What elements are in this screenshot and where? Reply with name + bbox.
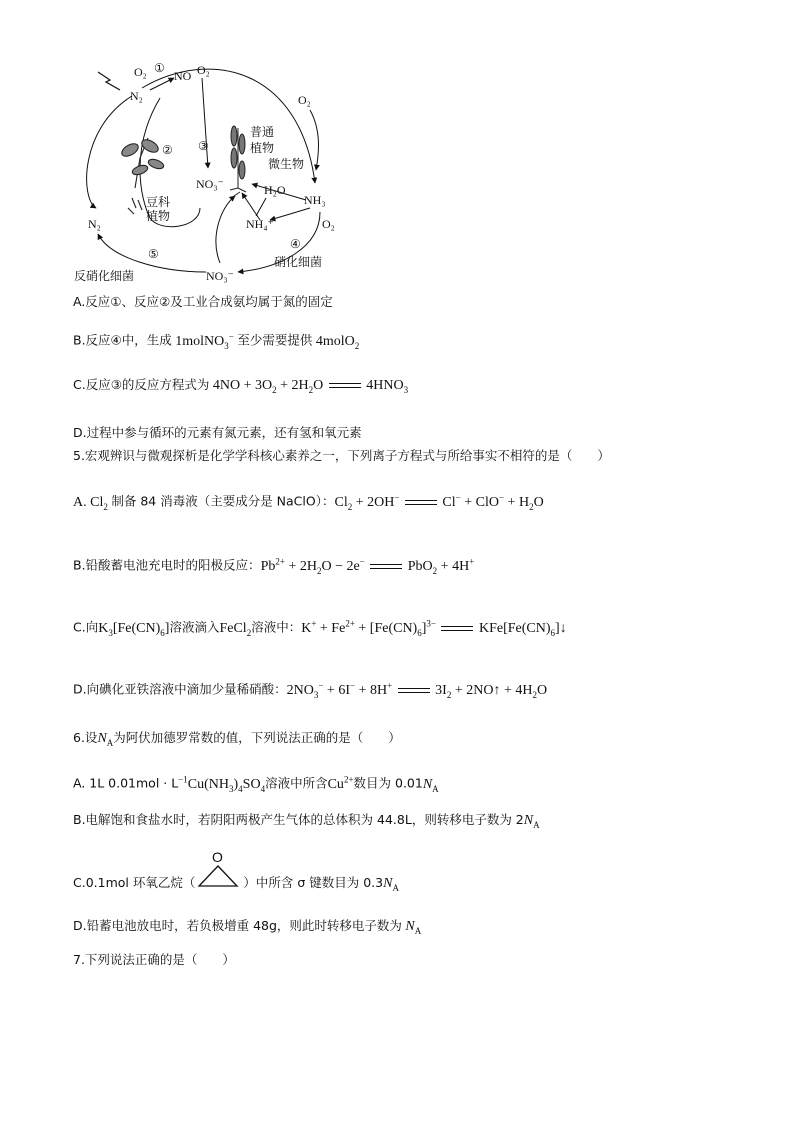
legume-label-1: 豆科 <box>146 195 171 209</box>
common-plant-icon <box>230 126 246 196</box>
nh3-label: NH₃ <box>304 193 326 207</box>
svg-text:O: O <box>212 849 223 865</box>
nitrogen-cycle-diagram <box>70 58 360 288</box>
nitrify-label: 硝化细菌 <box>274 255 323 269</box>
q6-option-d: D.铅蓄电池放电时，若负极增重 48g，则此时转移电子数为 $N_A$ <box>73 918 422 936</box>
h2o-label: H₂O <box>264 183 286 197</box>
circle-5: ⑤ <box>148 247 159 261</box>
q5-option-b: B.铅酸蓄电池充电时的阳极反应：$Pb^{2+} + 2H_2O - 2e^-$ PbO$_2$ + 4H+ <box>73 556 475 576</box>
q6-stem: 6.设$N_A$为阿伏加德罗常数的值，下列说法正确的是（ ） <box>73 730 401 748</box>
circle-1: ① <box>154 61 165 75</box>
q4-option-a: A.反应①、反应②及工业合成氨均属于氮的固定 <box>73 294 333 309</box>
circle-4: ④ <box>290 237 301 251</box>
common-plant-label-1: 普通 <box>250 125 275 139</box>
q5-option-a: A. $Cl_2$ 制备 84 消毒液（主要成分是 NaClO）：$Cl_2 + 2OH^-$ $Cl^- + ClO^- + H_2O$ <box>73 492 544 512</box>
common-plant-label-2: 植物 <box>250 141 275 155</box>
legume-label-2: 植物 <box>146 209 171 223</box>
microbe-label: 微生物 <box>268 157 305 171</box>
no3-bottom: NO₃⁻ <box>206 269 234 283</box>
q4-option-b: B.反应④中，生成 1molNO$_3$− 至少需要提供 4molO$_2$ <box>73 331 360 351</box>
no3-left: NO₃⁻ <box>196 177 224 191</box>
circle-3: ③ <box>198 139 209 153</box>
q6-option-c: C.0.1mol 环氧乙烷（ ）中所含 σ 键数目为 $0.3N_A$ <box>73 875 399 893</box>
q4-option-c: C.反应③的反应方程式为 $4NO + 3O_2 + 2H_2O$ $4HNO_3$ <box>73 377 409 395</box>
o2-label-1: O₂ <box>134 65 147 79</box>
n2-top: N₂ <box>130 89 143 103</box>
q5-option-d: D.向碘化亚铁溶液中滴加少量稀硝酸：$2NO_3^- + 6I^- + 8H^+$ $3I_2$ + 2NO↑ + $4H_2O$ <box>73 680 548 700</box>
o2-label-3: O₂ <box>298 93 311 107</box>
q5-option-c: C.向$K_3[Fe(CN)_6]$溶液滴入FeCl$_2$溶液中：$K^+ + Fe^{2+} + [Fe(CN)_6]^{3-}$ $KFe[Fe(CN)_6]↓$ <box>73 618 567 638</box>
q5-stem: 5.宏观辨识与微观探析是化学学科核心素养之一，下列离子方程式与所给事实不相符的是（ ） <box>73 448 610 463</box>
o2-label-2: O₂ <box>197 63 210 77</box>
q6-option-a: A. 1L $0.01mol \cdot L^{-1}Cu(NH_3)_4SO_4$溶液中所含$Cu^{2+}$数目为 $0.01N_A$ <box>73 774 439 794</box>
circle-2: ② <box>162 143 173 157</box>
no-label: NO <box>174 69 192 83</box>
lightning-icon <box>98 72 120 90</box>
o2-label-4: O₂ <box>322 217 335 231</box>
n2-left: N₂ <box>88 217 101 231</box>
q7-stem: 7.下列说法正确的是（ ） <box>73 952 235 967</box>
nh4-label: NH₄⁺ <box>246 217 274 231</box>
denitrify-label: 反硝化细菌 <box>74 269 135 283</box>
q6-option-b: B.电解饱和食盐水时，若阴阳两极产生气体的总体积为 44.8L，则转移电子数为 $2N_A$ <box>73 812 540 830</box>
q4-option-d: D.过程中参与循环的元素有氮元素，还有氢和氧元素 <box>73 425 362 440</box>
